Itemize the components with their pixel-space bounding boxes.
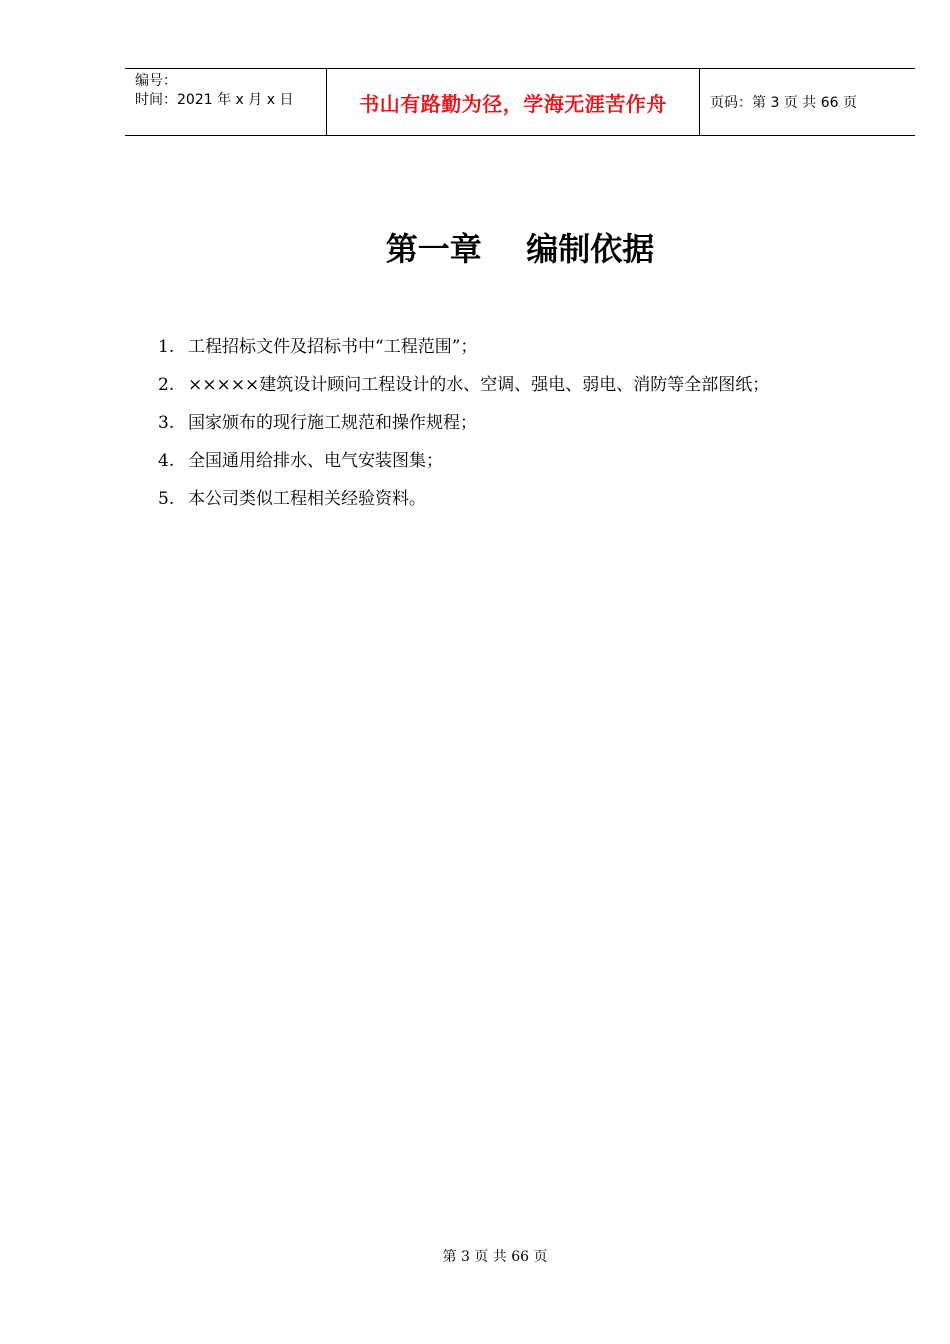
motto-text: 书山有路勤为径，学海无涯苦作舟 — [359, 91, 667, 116]
list-item — [158, 371, 858, 409]
list-item — [158, 409, 858, 447]
item-text: ×××××建筑设计顾问工程设计的水、空调、强电、弱电、消防等全部图纸； — [188, 375, 770, 395]
item-number: 1. — [158, 337, 175, 357]
date-label: 时间：2021 年 x 月 x 日 — [135, 92, 294, 108]
header-motto-cell — [326, 69, 700, 135]
item-text: 工程招标文件及招标书中“工程范围”； — [188, 337, 478, 357]
header-page-cell — [700, 69, 915, 135]
page-footer: 第 3 页 共 66 页 — [442, 1249, 548, 1265]
page-header — [125, 68, 915, 136]
item-number: 5. — [158, 489, 175, 509]
list-item — [158, 333, 858, 371]
header-meta-cell — [125, 69, 327, 135]
chapter-title: 第一章 编制依据 — [385, 230, 655, 268]
item-text: 本公司类似工程相关经验资料。 — [188, 489, 426, 509]
item-number: 2. — [158, 375, 175, 395]
list-item — [158, 485, 858, 523]
serial-number-label: 编号： — [135, 73, 177, 89]
header-page-info: 页码：第 3 页 共 66 页 — [710, 95, 857, 111]
list-item — [158, 447, 858, 485]
item-text: 国家颁布的现行施工规范和操作规程； — [188, 413, 477, 433]
item-number: 4. — [158, 451, 175, 471]
item-number: 3. — [158, 413, 175, 433]
basis-list — [158, 333, 858, 523]
item-text: 全国通用给排水、电气安装图集； — [188, 451, 443, 471]
